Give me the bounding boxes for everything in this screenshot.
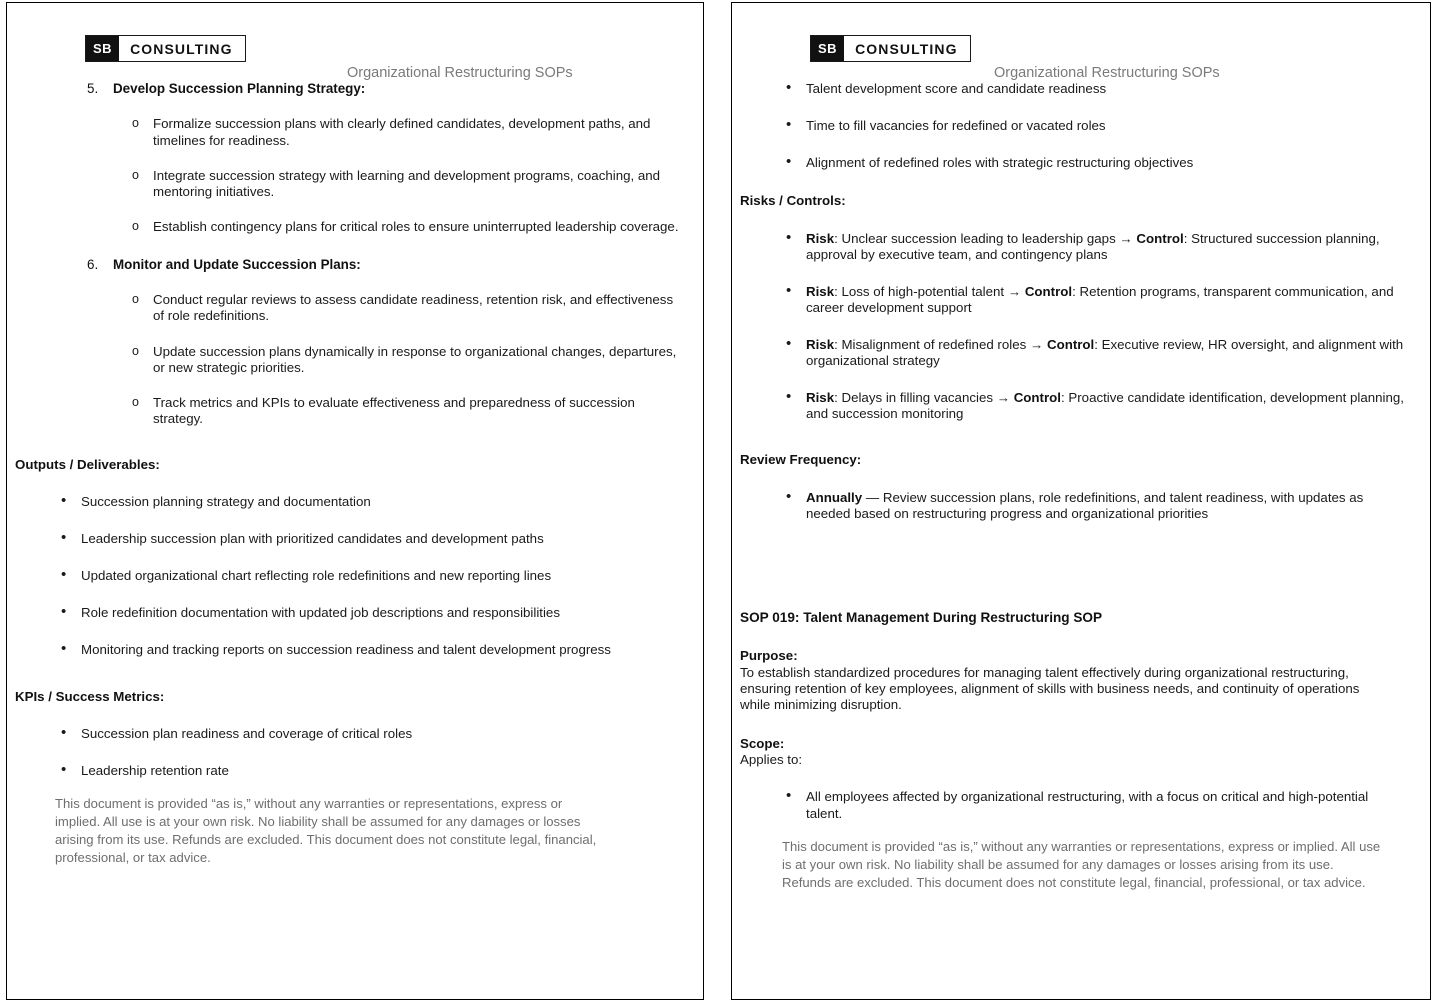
dot-bullet-icon: • <box>61 723 67 741</box>
dot-bullet-icon: • <box>786 79 792 96</box>
circle-bullet-icon: o <box>132 116 139 131</box>
risks-heading: Risks / Controls: <box>740 193 846 209</box>
dot-bullet-icon: • <box>786 388 792 406</box>
dot-bullet-icon: • <box>786 116 792 134</box>
list-item <box>67 219 679 235</box>
list-item <box>11 531 679 547</box>
risk-label: Risk <box>806 283 835 299</box>
list-item-text: Updated organizational chart reflecting role redefinitions and new reporting lines <box>81 568 552 584</box>
page-right-body <box>732 81 1406 891</box>
step-5-title: Develop Succession Planning Strategy: <box>113 81 366 96</box>
list-item-text: All employees affected by organizational restructuring, with a focus on critical and high-potential talent. <box>806 789 1369 821</box>
page-right <box>731 2 1431 1000</box>
arrow-icon: → <box>996 390 1010 406</box>
list-item <box>11 568 679 584</box>
risk-control-text: Risk: Delays in filling vacancies → Control: Proactive candidate identification, development planning, and succession monitoring <box>806 390 1404 422</box>
list-item <box>11 723 679 742</box>
list-item <box>67 292 679 324</box>
dot-bullet-icon: • <box>61 492 67 510</box>
list-item <box>67 168 679 200</box>
outputs-heading: Outputs / Deliverables: <box>15 456 160 472</box>
list-item <box>67 395 679 427</box>
page-header-right <box>732 3 1406 81</box>
list-item-text: Formalize succession plans with clearly defined candidates, development paths, and timelines for readiness. <box>153 116 651 148</box>
list-item <box>67 344 679 376</box>
dot-bullet-icon: • <box>786 228 792 246</box>
list-item <box>736 118 1406 134</box>
risk-value: Delays in filling vacancies <box>841 390 993 406</box>
list-item-text: Succession plan readiness and coverage of critical roles <box>81 725 413 741</box>
purpose-text: To establish standardized procedures for managing talent effectively during organizational restructuring, ensuring retention of key employees, alignment of skills with business needs, and continuity of operations while minimizing disruption. <box>740 664 1360 713</box>
review-frequency-value: Annually <box>806 489 863 505</box>
scope-heading: Scope: <box>740 735 785 751</box>
table-row <box>736 334 1406 369</box>
list-item-text: Establish contingency plans for critical roles to ensure uninterrupted leadership coverage. <box>153 218 679 234</box>
risk-value: Misalignment of redefined roles <box>841 336 1027 352</box>
list-item <box>11 494 679 510</box>
dot-bullet-icon: • <box>786 334 792 352</box>
list-item-text: Monitoring and tracking reports on succession readiness and talent development progress <box>81 642 611 658</box>
control-label: Control <box>1024 283 1073 299</box>
purpose-heading: Purpose: <box>740 648 798 664</box>
list-item-text: Update succession plans dynamically in response to organizational changes, departures, or new strategic priorities. <box>153 343 677 375</box>
list-item-text: Succession planning strategy and documentation <box>81 494 371 510</box>
circle-bullet-icon: o <box>132 292 139 307</box>
arrow-icon: → <box>1007 283 1022 299</box>
risk-control-text: Risk: Loss of high-potential talent → Control: Retention programs, transparent communication, and career development support <box>806 283 1394 315</box>
table-row <box>736 281 1406 316</box>
step-5-number: 5. <box>87 81 99 96</box>
list-item-text: Leadership retention rate <box>81 762 229 778</box>
dot-bullet-icon: • <box>786 153 792 171</box>
logo-mark-text: SB <box>86 36 119 61</box>
scope-intro: Applies to: <box>740 752 803 768</box>
control-label: Control <box>1013 390 1061 406</box>
table-row <box>736 228 1406 263</box>
review-frequency-heading: Review Frequency: <box>740 452 862 468</box>
circle-bullet-icon: o <box>132 343 139 358</box>
dot-bullet-icon: • <box>786 787 792 805</box>
page-left <box>6 2 704 1000</box>
risk-label: Risk <box>806 230 835 246</box>
header-title: Organizational Restructuring SOPs <box>994 65 1220 81</box>
risk-label: Risk <box>806 390 835 406</box>
arrow-icon: → <box>1119 230 1133 246</box>
list-item-text: Talent development score and candidate readiness <box>806 81 1107 96</box>
logo-word-text: CONSULTING <box>130 40 233 57</box>
list-item <box>736 155 1406 171</box>
page-header-left <box>7 3 679 81</box>
arrow-icon: → <box>1029 336 1044 352</box>
control-label: Control <box>1136 230 1184 246</box>
control-value: Retention programs, transparent communication, and career development support <box>806 283 1394 315</box>
circle-bullet-icon: o <box>132 167 139 182</box>
sop-title: SOP 019: Talent Management During Restructuring SOP <box>740 609 1103 625</box>
list-item-text: Role redefinition documentation with updated job descriptions and responsibilities <box>81 605 560 621</box>
risk-control-text: Risk: Misalignment of redefined roles → Control: Executive review, HR oversight, and alignment with organizational strategy <box>806 336 1404 368</box>
dot-bullet-icon: • <box>786 281 792 299</box>
list-item <box>736 487 1406 522</box>
dot-bullet-icon: • <box>61 529 67 547</box>
list-item <box>11 642 679 658</box>
dot-bullet-icon: • <box>61 603 67 621</box>
kpis-list <box>11 723 679 779</box>
circle-bullet-icon: o <box>132 394 139 409</box>
risk-label: Risk <box>806 336 835 352</box>
control-value: Executive review, HR oversight, and alignment with organizational strategy <box>806 336 1404 368</box>
dot-bullet-icon: • <box>61 640 67 658</box>
kpis-continued-list <box>736 81 1406 171</box>
step-5-sublist <box>67 116 679 234</box>
em-dash: — <box>865 489 880 505</box>
list-item <box>736 789 1406 821</box>
dot-bullet-icon: • <box>61 760 67 778</box>
table-row <box>736 390 1406 422</box>
list-item <box>736 81 1406 97</box>
logo-word-text: CONSULTING <box>855 40 958 57</box>
list-item <box>67 116 679 148</box>
scope-list <box>736 789 1406 821</box>
risk-value: Loss of high-potential talent <box>841 283 1005 299</box>
list-item-text: Integrate succession strategy with learning and development programs, coaching, and mentoring initiatives. <box>153 167 661 199</box>
dot-bullet-icon: • <box>786 487 792 505</box>
list-item <box>11 760 679 779</box>
list-item-text: Alignment of redefined roles with strategic restructuring objectives <box>806 155 1194 171</box>
step-6-title: Monitor and Update Succession Plans: <box>113 256 361 272</box>
review-text <box>806 490 1363 521</box>
step-6-sublist <box>67 292 679 426</box>
list-item-text: Time to fill vacancies for redefined or vacated roles <box>806 118 1106 134</box>
review-frequency-list <box>736 487 1406 522</box>
list-item-text: Conduct regular reviews to assess candidate readiness, retention risk, and effectiveness of role redefinitions. <box>153 292 674 324</box>
control-value: Proactive candidate identification, development planning, and succession monitoring <box>806 390 1404 422</box>
company-logo <box>85 35 246 62</box>
numbered-step-6 <box>67 257 679 273</box>
list-item-text: Leadership succession plan with prioritized candidates and development paths <box>81 531 544 547</box>
circle-bullet-icon: o <box>132 218 139 233</box>
header-title: Organizational Restructuring SOPs <box>347 65 573 81</box>
review-detail: Review succession plans, role redefinitions, and talent readiness, with updates as needed based on restructuring progress and organizational priorities <box>806 489 1364 521</box>
disclaimer-text: This document is provided “as is,” without any warranties or representations, express or implied. All use is at your own risk. No liability shall be assumed for any damages or losses arising from its use. Refunds are excluded. This document does not constitute legal, financial, professional, or tax advice. <box>782 838 1381 890</box>
dot-bullet-icon: • <box>61 566 67 584</box>
disclaimer-text: This document is provided “as is,” without any warranties or representations, express or implied. All use is at your own risk. No liability shall be assumed for any damages or losses arising from its use. Refunds are excluded. This document does not constitute legal, financial, professional, or tax advice. <box>55 796 597 865</box>
control-value: Structured succession planning, approval by executive team, and contingency plans <box>806 230 1380 262</box>
control-label: Control <box>1046 336 1095 352</box>
list-item-text: Track metrics and KPIs to evaluate effectiveness and preparedness of succession strategy. <box>153 394 635 426</box>
logo-mark-text: SB <box>811 36 844 61</box>
page-left-body <box>7 81 679 867</box>
numbered-step-5 <box>67 81 679 97</box>
step-6-number: 6. <box>87 256 99 272</box>
kpis-heading: KPIs / Success Metrics: <box>15 688 165 704</box>
list-item <box>11 605 679 621</box>
risk-value: Unclear succession leading to leadership gaps <box>841 230 1116 246</box>
risks-list <box>736 228 1406 423</box>
risk-control-text: Risk: Unclear succession leading to leadership gaps → Control: Structured succession planning, approval by executive team, and contingency plans <box>806 230 1380 262</box>
company-logo <box>810 35 971 62</box>
outputs-list <box>11 494 679 658</box>
